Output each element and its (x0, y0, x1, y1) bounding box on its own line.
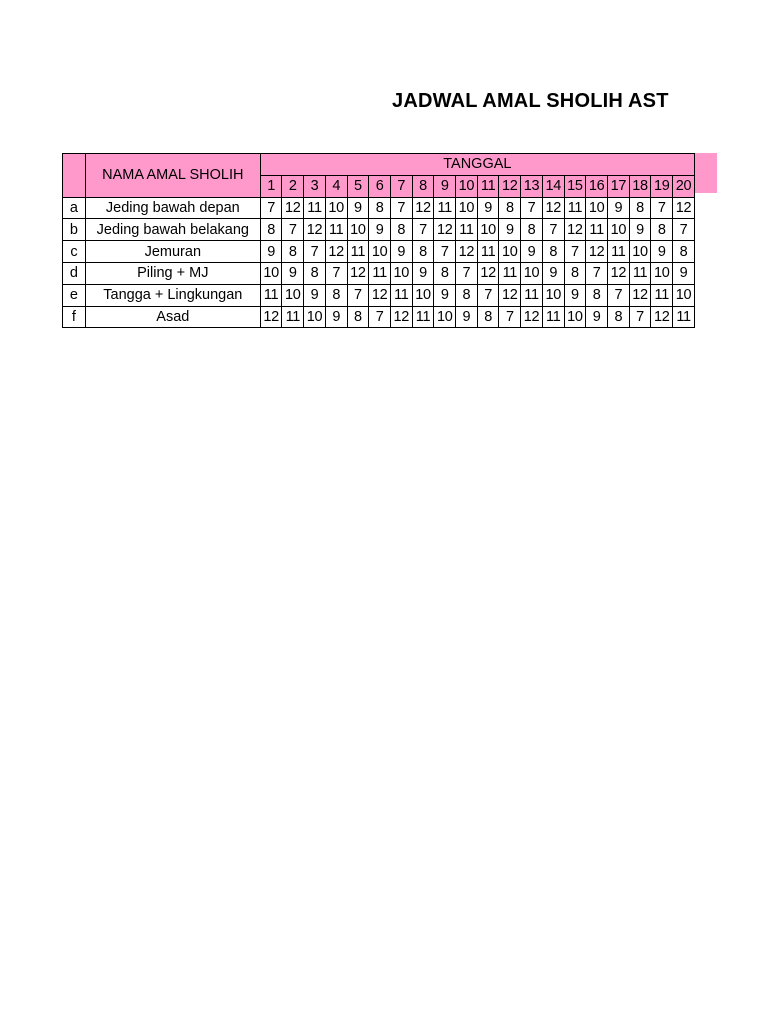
schedule-value-cell: 12 (477, 262, 499, 284)
date-header-cell: 10 (456, 175, 478, 197)
schedule-value-cell: 8 (564, 262, 586, 284)
date-header-cell: 18 (629, 175, 651, 197)
schedule-value-cell: 8 (412, 241, 434, 263)
schedule-value-cell: 8 (651, 219, 673, 241)
schedule-value-cell: 10 (369, 241, 391, 263)
schedule-value-cell: 12 (456, 241, 478, 263)
schedule-value-cell: 9 (412, 262, 434, 284)
schedule-value-cell: 12 (347, 262, 369, 284)
page-title: JADWAL AMAL SHOLIH AST (392, 90, 669, 112)
schedule-value-cell: 7 (304, 241, 326, 263)
schedule-value-cell: 10 (521, 262, 543, 284)
schedule-value-cell: 9 (477, 197, 499, 219)
schedule-value-cell: 12 (586, 241, 608, 263)
schedule-value-cell: 11 (347, 241, 369, 263)
schedule-value-cell: 12 (564, 219, 586, 241)
task-name-cell: Jeding bawah belakang (85, 219, 260, 241)
schedule-value-cell: 8 (499, 197, 521, 219)
schedule-value-cell: 9 (325, 306, 347, 328)
schedule-value-cell: 7 (369, 306, 391, 328)
schedule-value-cell: 9 (260, 241, 282, 263)
date-header-cell: 19 (651, 175, 673, 197)
schedule-value-cell: 12 (651, 306, 673, 328)
schedule-value-cell: 8 (607, 306, 629, 328)
spreadsheet-page (0, 0, 695, 400)
header-index-cell (63, 154, 86, 198)
table-row (63, 284, 695, 306)
schedule-value-cell: 9 (304, 284, 326, 306)
schedule-value-cell: 8 (347, 306, 369, 328)
schedule-value-cell: 7 (347, 284, 369, 306)
schedule-value-cell: 10 (347, 219, 369, 241)
schedule-value-cell: 11 (542, 306, 564, 328)
schedule-value-cell: 11 (412, 306, 434, 328)
task-name-cell: Jeding bawah depan (85, 197, 260, 219)
schedule-value-cell: 11 (282, 306, 304, 328)
schedule-value-cell: 11 (499, 262, 521, 284)
schedule-value-cell: 11 (260, 284, 282, 306)
schedule-value-cell: 12 (260, 306, 282, 328)
schedule-value-cell: 10 (434, 306, 456, 328)
date-header-cell: 7 (390, 175, 412, 197)
date-header-cell: 3 (304, 175, 326, 197)
schedule-value-cell: 11 (390, 284, 412, 306)
table-row (63, 306, 695, 328)
schedule-value-cell: 10 (390, 262, 412, 284)
date-header-cell: 4 (325, 175, 347, 197)
row-index-cell: b (63, 219, 86, 241)
schedule-value-cell: 8 (586, 284, 608, 306)
schedule-value-cell: 10 (564, 306, 586, 328)
schedule-value-cell: 8 (521, 219, 543, 241)
schedule-value-cell: 9 (456, 306, 478, 328)
schedule-value-cell: 11 (325, 219, 347, 241)
schedule-value-cell: 11 (369, 262, 391, 284)
schedule-value-cell: 11 (629, 262, 651, 284)
schedule-value-cell: 12 (325, 241, 347, 263)
date-header-cell: 1 (260, 175, 282, 197)
schedule-value-cell: 12 (499, 284, 521, 306)
schedule-value-cell: 10 (607, 219, 629, 241)
schedule-value-cell: 12 (607, 262, 629, 284)
schedule-value-cell: 12 (673, 197, 695, 219)
schedule-value-cell: 7 (521, 197, 543, 219)
schedule-value-cell: 8 (282, 241, 304, 263)
schedule-value-cell: 12 (521, 306, 543, 328)
schedule-value-cell: 7 (564, 241, 586, 263)
schedule-value-cell: 12 (412, 197, 434, 219)
task-name-cell: Asad (85, 306, 260, 328)
schedule-value-cell: 10 (456, 197, 478, 219)
schedule-value-cell: 7 (325, 262, 347, 284)
schedule-value-cell: 8 (673, 241, 695, 263)
date-header-cell: 5 (347, 175, 369, 197)
schedule-value-cell: 12 (629, 284, 651, 306)
schedule-value-cell: 11 (456, 219, 478, 241)
date-header-cell: 9 (434, 175, 456, 197)
schedule-value-cell: 10 (282, 284, 304, 306)
header-date-group: TANGGAL (260, 154, 694, 176)
schedule-value-cell: 9 (499, 219, 521, 241)
date-header-cell: 8 (412, 175, 434, 197)
schedule-value-cell: 12 (369, 284, 391, 306)
schedule-value-cell: 8 (434, 262, 456, 284)
schedule-value-cell: 7 (477, 284, 499, 306)
schedule-value-cell: 9 (586, 306, 608, 328)
schedule-value-cell: 8 (325, 284, 347, 306)
schedule-value-cell: 8 (369, 197, 391, 219)
schedule-value-cell: 11 (434, 197, 456, 219)
schedule-value-cell: 7 (586, 262, 608, 284)
row-index-cell: a (63, 197, 86, 219)
schedule-value-cell: 9 (651, 241, 673, 263)
table-row (63, 197, 695, 219)
schedule-value-cell: 12 (304, 219, 326, 241)
schedule-value-cell: 8 (477, 306, 499, 328)
schedule-value-cell: 12 (390, 306, 412, 328)
schedule-value-cell: 8 (260, 219, 282, 241)
schedule-value-cell: 9 (369, 219, 391, 241)
date-header-cell: 16 (586, 175, 608, 197)
schedule-value-cell: 7 (542, 219, 564, 241)
header-fill-overflow (695, 153, 717, 193)
schedule-value-cell: 9 (673, 262, 695, 284)
row-index-cell: e (63, 284, 86, 306)
schedule-value-cell: 7 (434, 241, 456, 263)
schedule-value-cell: 7 (499, 306, 521, 328)
schedule-value-cell: 12 (434, 219, 456, 241)
schedule-value-cell: 7 (673, 219, 695, 241)
schedule-value-cell: 12 (282, 197, 304, 219)
schedule-value-cell: 9 (564, 284, 586, 306)
schedule-value-cell: 7 (651, 197, 673, 219)
schedule-value-cell: 10 (412, 284, 434, 306)
schedule-value-cell: 10 (499, 241, 521, 263)
schedule-value-cell: 11 (586, 219, 608, 241)
schedule-value-cell: 10 (673, 284, 695, 306)
table-row (63, 241, 695, 263)
schedule-value-cell: 11 (651, 284, 673, 306)
schedule-value-cell: 8 (456, 284, 478, 306)
date-header-cell: 13 (521, 175, 543, 197)
schedule-value-cell: 9 (390, 241, 412, 263)
schedule-value-cell: 11 (521, 284, 543, 306)
header-name-cell: NAMA AMAL SHOLIH (85, 154, 260, 198)
date-header-cell: 6 (369, 175, 391, 197)
schedule-value-cell: 9 (607, 197, 629, 219)
schedule-value-cell: 8 (304, 262, 326, 284)
schedule-value-cell: 9 (434, 284, 456, 306)
schedule-value-cell: 11 (477, 241, 499, 263)
schedule-value-cell: 10 (477, 219, 499, 241)
table-row (63, 262, 695, 284)
schedule-value-cell: 9 (282, 262, 304, 284)
date-header-cell: 12 (499, 175, 521, 197)
date-header-cell: 17 (607, 175, 629, 197)
schedule-value-cell: 8 (542, 241, 564, 263)
schedule-value-cell: 8 (390, 219, 412, 241)
schedule-table (62, 153, 695, 328)
schedule-value-cell: 12 (542, 197, 564, 219)
header-row-top (63, 154, 695, 176)
schedule-value-cell: 7 (260, 197, 282, 219)
schedule-value-cell: 7 (607, 284, 629, 306)
date-header-cell: 14 (542, 175, 564, 197)
task-name-cell: Tangga + Lingkungan (85, 284, 260, 306)
task-name-cell: Piling + MJ (85, 262, 260, 284)
schedule-value-cell: 7 (390, 197, 412, 219)
schedule-value-cell: 11 (304, 197, 326, 219)
schedule-value-cell: 11 (564, 197, 586, 219)
schedule-value-cell: 10 (304, 306, 326, 328)
schedule-value-cell: 9 (629, 219, 651, 241)
task-name-cell: Jemuran (85, 241, 260, 263)
schedule-value-cell: 9 (521, 241, 543, 263)
row-index-cell: d (63, 262, 86, 284)
schedule-value-cell: 9 (347, 197, 369, 219)
date-header-cell: 15 (564, 175, 586, 197)
schedule-value-cell: 7 (629, 306, 651, 328)
schedule-value-cell: 11 (607, 241, 629, 263)
schedule-value-cell: 11 (673, 306, 695, 328)
schedule-value-cell: 10 (325, 197, 347, 219)
table-row (63, 219, 695, 241)
schedule-value-cell: 10 (629, 241, 651, 263)
date-header-cell: 20 (673, 175, 695, 197)
schedule-value-cell: 7 (456, 262, 478, 284)
schedule-value-cell: 7 (412, 219, 434, 241)
schedule-value-cell: 7 (282, 219, 304, 241)
schedule-value-cell: 10 (542, 284, 564, 306)
schedule-value-cell: 9 (542, 262, 564, 284)
row-index-cell: c (63, 241, 86, 263)
schedule-value-cell: 10 (260, 262, 282, 284)
schedule-value-cell: 10 (651, 262, 673, 284)
schedule-value-cell: 10 (586, 197, 608, 219)
date-header-cell: 2 (282, 175, 304, 197)
schedule-value-cell: 8 (629, 197, 651, 219)
date-header-cell: 11 (477, 175, 499, 197)
row-index-cell: f (63, 306, 86, 328)
